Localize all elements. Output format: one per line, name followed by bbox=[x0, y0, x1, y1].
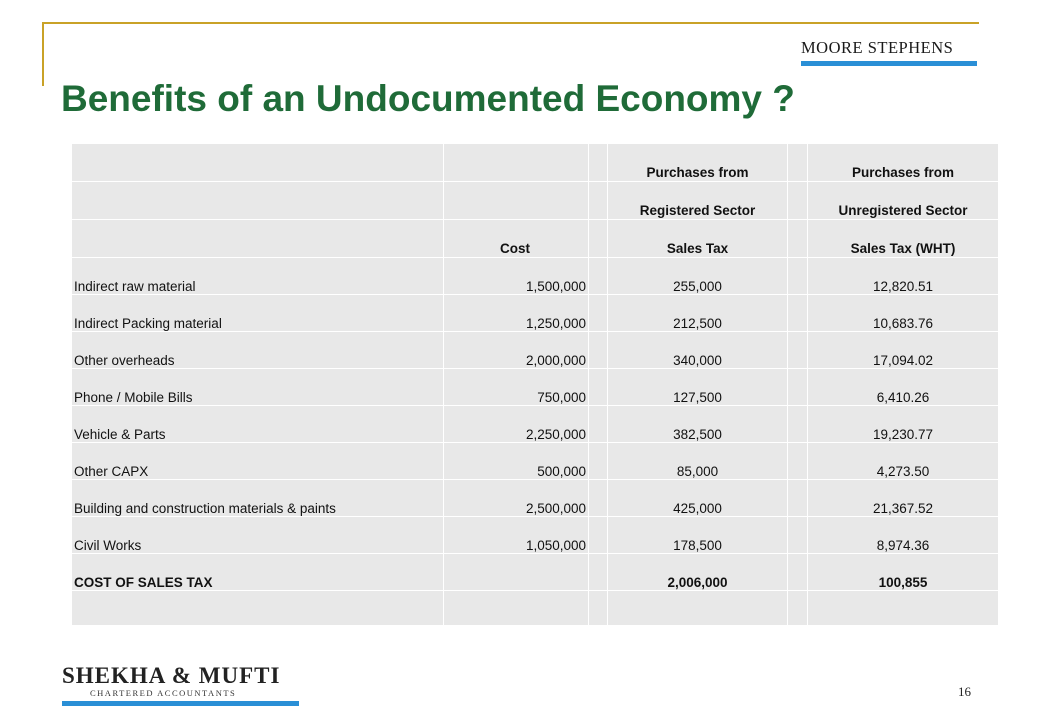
table-row bbox=[72, 406, 999, 443]
spacer-cell bbox=[589, 443, 608, 480]
table-row bbox=[72, 369, 999, 406]
table-row bbox=[72, 443, 999, 480]
empty-cell bbox=[72, 591, 444, 626]
registered-tax-cell: 127,500 bbox=[608, 369, 788, 406]
table-row bbox=[72, 295, 999, 332]
spacer-cell bbox=[788, 369, 808, 406]
item-cell: COST OF SALES TAX bbox=[72, 554, 444, 591]
table-row bbox=[72, 332, 999, 369]
spacer-cell bbox=[589, 369, 608, 406]
spacer-cell bbox=[788, 554, 808, 591]
spacer-cell bbox=[589, 258, 608, 295]
unregistered-tax-cell: 10,683.76 bbox=[808, 295, 999, 332]
header-cell: Sales Tax (WHT) bbox=[808, 220, 999, 258]
registered-tax-cell: 85,000 bbox=[608, 443, 788, 480]
header-cell: Purchases from bbox=[808, 144, 999, 182]
unregistered-tax-cell: 6,410.26 bbox=[808, 369, 999, 406]
brand-logo-bar bbox=[801, 61, 977, 66]
header-cell bbox=[72, 144, 444, 182]
registered-tax-cell: 340,000 bbox=[608, 332, 788, 369]
header-cell: Unregistered Sector bbox=[808, 182, 999, 220]
unregistered-tax-cell: 17,094.02 bbox=[808, 332, 999, 369]
registered-tax-cell: 2,006,000 bbox=[608, 554, 788, 591]
sales-tax-table bbox=[72, 144, 999, 626]
spacer-cell bbox=[788, 517, 808, 554]
footer-logo-main-text: SHEKHA & MUFTI bbox=[62, 663, 281, 688]
unregistered-tax-cell: 21,367.52 bbox=[808, 480, 999, 517]
unregistered-tax-cell: 12,820.51 bbox=[808, 258, 999, 295]
empty-cell bbox=[788, 591, 808, 626]
spacer-cell bbox=[589, 332, 608, 369]
empty-cell bbox=[808, 591, 999, 626]
header-cell bbox=[788, 144, 808, 182]
header-cell bbox=[589, 182, 608, 220]
cost-cell: 500,000 bbox=[444, 443, 589, 480]
empty-cell bbox=[444, 591, 589, 626]
unregistered-tax-cell: 19,230.77 bbox=[808, 406, 999, 443]
item-cell: Vehicle & Parts bbox=[72, 406, 444, 443]
header-cell bbox=[72, 182, 444, 220]
spacer-cell bbox=[788, 480, 808, 517]
slide-title: Benefits of an Undocumented Economy ? bbox=[61, 78, 795, 119]
footer-logo-sub-text: CHARTERED ACCOUNTANTS bbox=[90, 688, 237, 698]
item-cell: Building and construction materials & paints bbox=[72, 480, 444, 517]
table-row bbox=[72, 517, 999, 554]
registered-tax-cell: 382,500 bbox=[608, 406, 788, 443]
frame-left-line bbox=[42, 22, 44, 86]
unregistered-tax-cell: 100,855 bbox=[808, 554, 999, 591]
cost-cell: 2,250,000 bbox=[444, 406, 589, 443]
spacer-cell bbox=[788, 332, 808, 369]
registered-tax-cell: 178,500 bbox=[608, 517, 788, 554]
cost-cell: 2,000,000 bbox=[444, 332, 589, 369]
cost-cell: 750,000 bbox=[444, 369, 589, 406]
spacer-cell bbox=[589, 480, 608, 517]
spacer-cell bbox=[788, 295, 808, 332]
item-cell: Indirect Packing material bbox=[72, 295, 444, 332]
unregistered-tax-cell: 8,974.36 bbox=[808, 517, 999, 554]
header-cell: Purchases from bbox=[608, 144, 788, 182]
unregistered-tax-cell: 4,273.50 bbox=[808, 443, 999, 480]
total-row bbox=[72, 554, 999, 591]
table-row bbox=[72, 480, 999, 517]
header-cell bbox=[444, 144, 589, 182]
spacer-cell bbox=[589, 295, 608, 332]
shekha-mufti-logo bbox=[62, 664, 299, 706]
moore-stephens-logo bbox=[801, 38, 977, 66]
page-number: 16 bbox=[958, 684, 971, 699]
registered-tax-cell: 212,500 bbox=[608, 295, 788, 332]
table-header-row bbox=[72, 220, 999, 258]
item-cell: Other CAPX bbox=[72, 443, 444, 480]
item-cell: Phone / Mobile Bills bbox=[72, 369, 444, 406]
spacer-cell bbox=[788, 443, 808, 480]
header-cell bbox=[589, 220, 608, 258]
item-cell: Other overheads bbox=[72, 332, 444, 369]
header-cell: Cost bbox=[444, 220, 589, 258]
item-cell: Indirect raw material bbox=[72, 258, 444, 295]
table-blank-row bbox=[72, 591, 999, 626]
cost-cell: 1,050,000 bbox=[444, 517, 589, 554]
spacer-cell bbox=[788, 406, 808, 443]
cost-cell: 1,250,000 bbox=[444, 295, 589, 332]
cost-cell: 1,500,000 bbox=[444, 258, 589, 295]
registered-tax-cell: 255,000 bbox=[608, 258, 788, 295]
header-cell: Sales Tax bbox=[608, 220, 788, 258]
spacer-cell bbox=[589, 517, 608, 554]
cost-cell bbox=[444, 554, 589, 591]
spacer-cell bbox=[788, 258, 808, 295]
table-row bbox=[72, 258, 999, 295]
brand-logo-text: MOORE STEPHENS bbox=[801, 38, 954, 57]
footer-logo-bar bbox=[62, 701, 299, 706]
frame-top-line bbox=[42, 22, 979, 24]
spacer-cell bbox=[589, 406, 608, 443]
header-cell bbox=[589, 144, 608, 182]
item-cell: Civil Works bbox=[72, 517, 444, 554]
header-cell: Registered Sector bbox=[608, 182, 788, 220]
header-cell bbox=[72, 220, 444, 258]
header-cell bbox=[444, 182, 589, 220]
header-cell bbox=[788, 182, 808, 220]
table-header-row bbox=[72, 182, 999, 220]
table-header-row bbox=[72, 144, 999, 182]
registered-tax-cell: 425,000 bbox=[608, 480, 788, 517]
empty-cell bbox=[589, 591, 608, 626]
header-cell bbox=[788, 220, 808, 258]
empty-cell bbox=[608, 591, 788, 626]
spacer-cell bbox=[589, 554, 608, 591]
cost-cell: 2,500,000 bbox=[444, 480, 589, 517]
